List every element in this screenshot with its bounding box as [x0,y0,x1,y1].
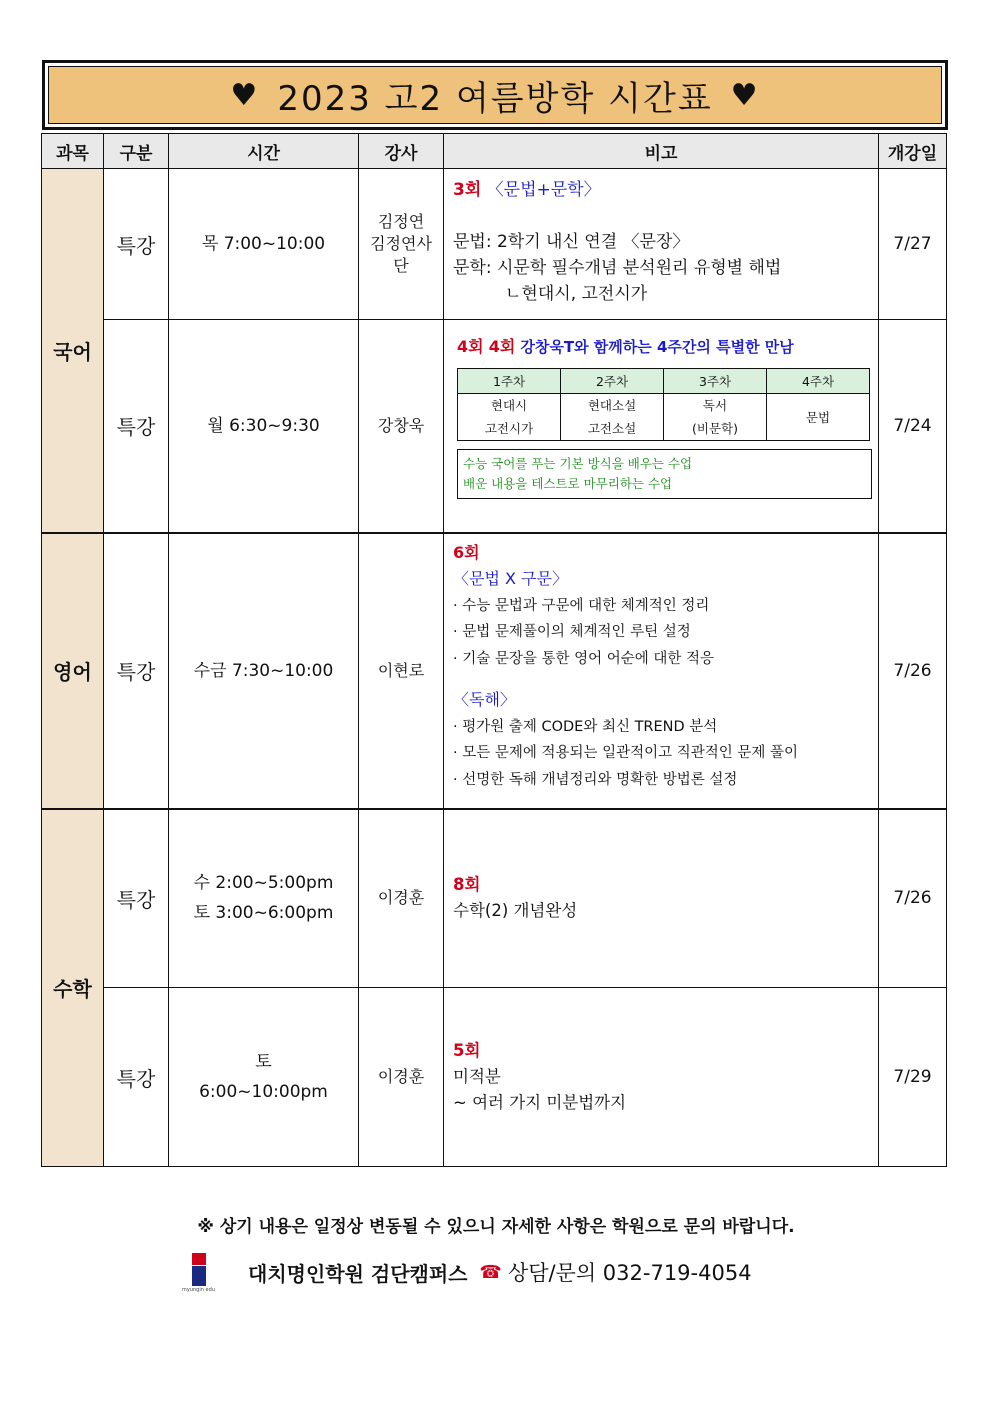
week-table [457,368,870,441]
week-header: 1주차 [458,369,561,394]
table-row [42,533,947,809]
heart-icon: ♥ [730,77,760,113]
list-item: · 문법 문제풀이의 체계적인 루틴 설정 [453,624,691,640]
week-content [458,394,561,441]
week-item: (비문학) [692,421,738,436]
time-line: 토 3:00~6:00pm [193,903,334,924]
kind-cell: 특강 [104,809,169,988]
note-line: 문학: 시문학 필수개념 분석원리 유형별 해법 [453,258,782,278]
time-cell: 목 7:00~10:00 [169,169,359,320]
academy-logo [180,1253,218,1291]
session-count-repeat: 4회 [488,337,516,356]
list-item: · 수능 문법과 구문에 대한 체계적인 정리 [453,597,710,614]
time-cell: 수금 7:30~10:00 [169,533,359,809]
week-item: 현대소설 [587,398,637,413]
note-cell [444,533,879,809]
logo-text: myungin edu [182,1287,215,1293]
note-cell [444,320,879,533]
note-cell [444,809,879,988]
course-desc: 수학(2) 개념완성 [453,901,578,921]
week-header: 2주차 [561,369,664,394]
teacher-line: 김정연 [377,212,425,231]
teacher-cell [359,169,444,320]
footer-notice: ※ 상기 내용은 일정상 변동될 수 있으니 자세한 사항은 학원으로 문의 바랍니다. [197,1217,795,1237]
week-header: 4주차 [767,369,870,394]
list-item: · 선명한 독해 개념정리와 명확한 방법론 설정 [453,771,738,788]
list-item: · 평가원 출제 CODE와 최신 TREND 분석 [453,718,718,735]
week-item: 문법 [805,409,831,425]
date-cell: 7/27 [879,169,947,320]
subject-korean: 국어 [42,169,104,533]
header-note: 비고 [444,134,879,169]
list-item: · 기술 문장을 통한 영어 어순에 대한 적응 [453,650,714,667]
week-item: 고전시가 [484,421,534,436]
time-cell [169,809,359,988]
kind-cell: 특강 [104,988,169,1167]
note-line: 문법: 2학기 내신 연결 〈문장〉 [453,232,690,252]
summary-line: 수능 국어를 푸는 기본 방식을 배우는 수업 [463,456,693,471]
table-row [42,320,947,533]
course-headline: 강창욱T와 함께하는 4주간의 특별한 만남 [520,338,794,356]
course-summary-box [457,449,872,499]
title-inner [48,66,942,124]
note-cell [444,988,879,1167]
table-row [42,809,947,988]
teacher-cell: 이경훈 [359,809,444,988]
subject-math: 수학 [42,809,104,1167]
session-count: 4회 [457,337,484,356]
time-line: 6:00~10:00pm [199,1082,328,1102]
kind-cell: 특강 [104,320,169,533]
teacher-line: 김정연사 [370,234,432,253]
header-row [42,134,947,169]
time-cell [169,988,359,1167]
footer-contact [180,1252,752,1292]
note-cell [444,169,879,320]
header-subject: 과목 [42,134,104,169]
course-desc: ~ 여러 가지 미분법까지 [453,1093,627,1112]
kind-cell: 특강 [104,533,169,809]
week-header: 3주차 [664,369,767,394]
note-line: ㄴ현대시, 고전시가 [505,284,648,304]
week-item: 현대시 [490,398,528,413]
date-cell: 7/26 [879,533,947,809]
date-cell: 7/29 [879,988,947,1167]
header-teacher: 강사 [359,134,444,169]
academy-name: 대치명인학원 검단캠퍼스 [248,1261,468,1286]
session-count: 6회 [453,542,480,562]
header-kind: 구분 [104,134,169,169]
title-banner [42,60,948,130]
teacher-line: 단 [393,256,409,275]
course-topic: 〈문법+문학〉 [486,180,601,200]
header-time: 시간 [169,134,359,169]
subject-english: 영어 [42,533,104,809]
heart-icon: ♥ [230,77,260,113]
date-cell: 7/26 [879,809,947,988]
session-count: 3회 [453,180,482,200]
list-item: · 모든 문제에 적용되는 일관적이고 직관적인 문제 풀이 [453,745,799,761]
teacher-cell: 강창욱 [359,320,444,533]
time-cell: 월 6:30~9:30 [169,320,359,533]
table-row [42,169,947,320]
time-line: 수 2:00~5:00pm [193,873,334,894]
phone-icon: ☎ [479,1261,502,1283]
course-topic: 〈독해〉 [453,690,516,709]
session-count: 5회 [453,1041,481,1060]
timetable [41,133,947,1167]
kind-cell: 특강 [104,169,169,320]
summary-line: 배운 내용을 테스트로 마무리하는 수업 [463,476,673,491]
header-date: 개강일 [879,134,947,169]
table-row [42,988,947,1167]
teacher-cell: 이현로 [359,533,444,809]
week-content [664,394,767,441]
week-content [561,394,664,441]
date-cell: 7/24 [879,320,947,533]
time-line: 토 [255,1052,272,1072]
page-title: 2023 고2 여름방학 시간표 [277,78,713,119]
session-count: 8회 [453,875,481,895]
course-desc: 미적분 [453,1067,501,1086]
contact-phone: 상담/문의 032-719-4054 [507,1261,752,1285]
week-item: 고전소설 [587,421,637,436]
week-item: 독서 [702,398,728,413]
course-topic: 〈문법 X 구문〉 [453,569,568,588]
teacher-cell: 이경훈 [359,988,444,1167]
week-content [767,394,870,441]
